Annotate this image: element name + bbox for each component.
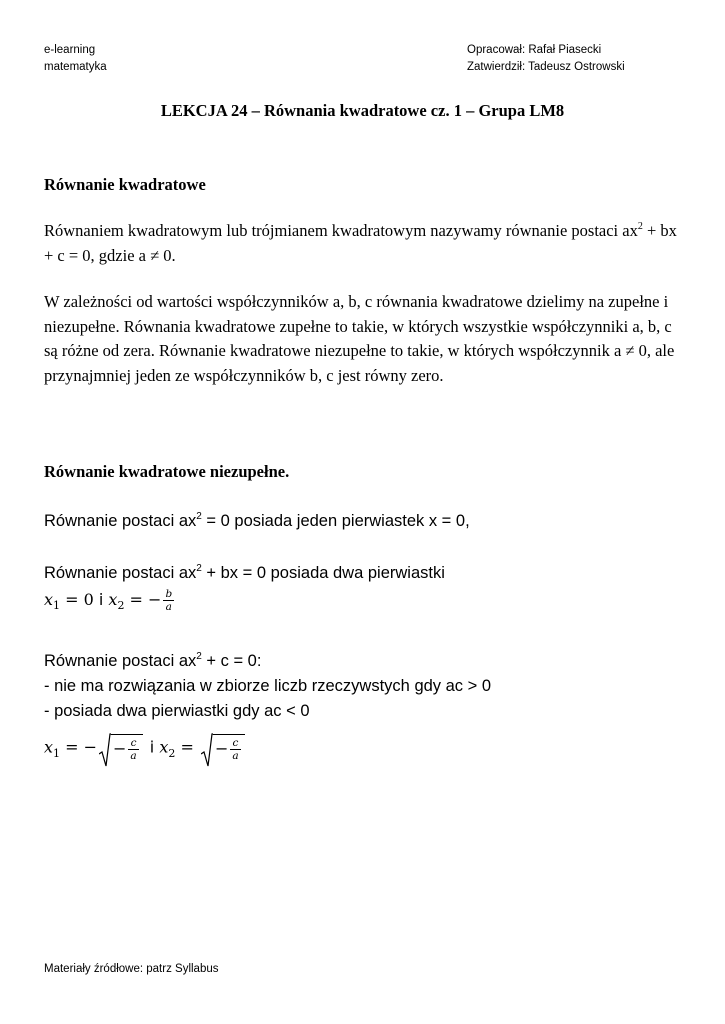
header-subject: matematyka (44, 61, 107, 73)
fraction-b-over-a: $\frac{b}{a}$ (165, 588, 173, 613)
radical-sign-icon (201, 732, 213, 772)
case-two-roots: - posiada dwa pierwiastki gdy ac < 0 (44, 702, 310, 720)
case-ax2-c: Równanie postaci $ax^2 + c = 0$: (44, 651, 262, 670)
formula-roots-bx: $x_1 = 0$ i $x_2$ = − $\frac{b}{a}$ (44, 588, 173, 613)
sqrt-minus-c-over-a-1: − $\frac{c}{a}$ (99, 734, 143, 762)
radical-sign-icon (99, 732, 111, 772)
header-course: e-learning (44, 44, 96, 56)
header-approver: Zatwierdził: Tadeusz Ostrowski (467, 61, 625, 73)
lesson-title: LEKCJA 24 – Równania kwadratowe cz. 1 – Grupa LM8 (160, 101, 565, 120)
formula-roots-c: $x_1$ = − − $\frac{c}{a}$ i $x_2$ = − $\frac{c}{a}$ (44, 734, 247, 762)
section-heading-quadratic: Równanie kwadratowe (44, 175, 206, 194)
footer-sources: Materiały źródłowe: patrz Syllabus (44, 963, 219, 975)
header-right (467, 42, 625, 76)
sqrt-minus-c-over-a-2: − $\frac{c}{a}$ (201, 734, 245, 762)
classification-paragraph: W zależności od wartości współczynników a, b, c równania kwadratowe dzielimy na zupełne i niezupełne. Równania kwadratowe zupełne to takie, w których wszystkie współczynniki a, b, c są różne od zera. Równanie kwadratowe niezupełne to takie, w których współczynnik a ≠ 0, ale przynajmniej jeden ze współczynników b, c jest równy zero. (44, 292, 675, 385)
definition-paragraph: Równaniem kwadratowym lub trójmianem kwadratowym nazywamy równanie postaci $ax^2$ + bx + c = 0, gdzie a ≠ 0. (44, 221, 677, 265)
case-ax2-zero: Równanie postaci $ax^2 = 0$ posiada jeden pierwiastek x = 0, (44, 511, 470, 530)
case-no-solution: - nie ma rozwiązania w zbiorze liczb rzeczywstych gdy ac > 0 (44, 677, 492, 695)
case-ax2-bx: Równanie postaci $ax^2$ + bx = 0 posiada dwa pierwiastki (44, 563, 445, 582)
header-left (44, 42, 107, 76)
header-author: Opracował: Rafał Piasecki (467, 44, 602, 56)
section-heading-incomplete: Równanie kwadratowe niezupełne. (44, 462, 290, 481)
